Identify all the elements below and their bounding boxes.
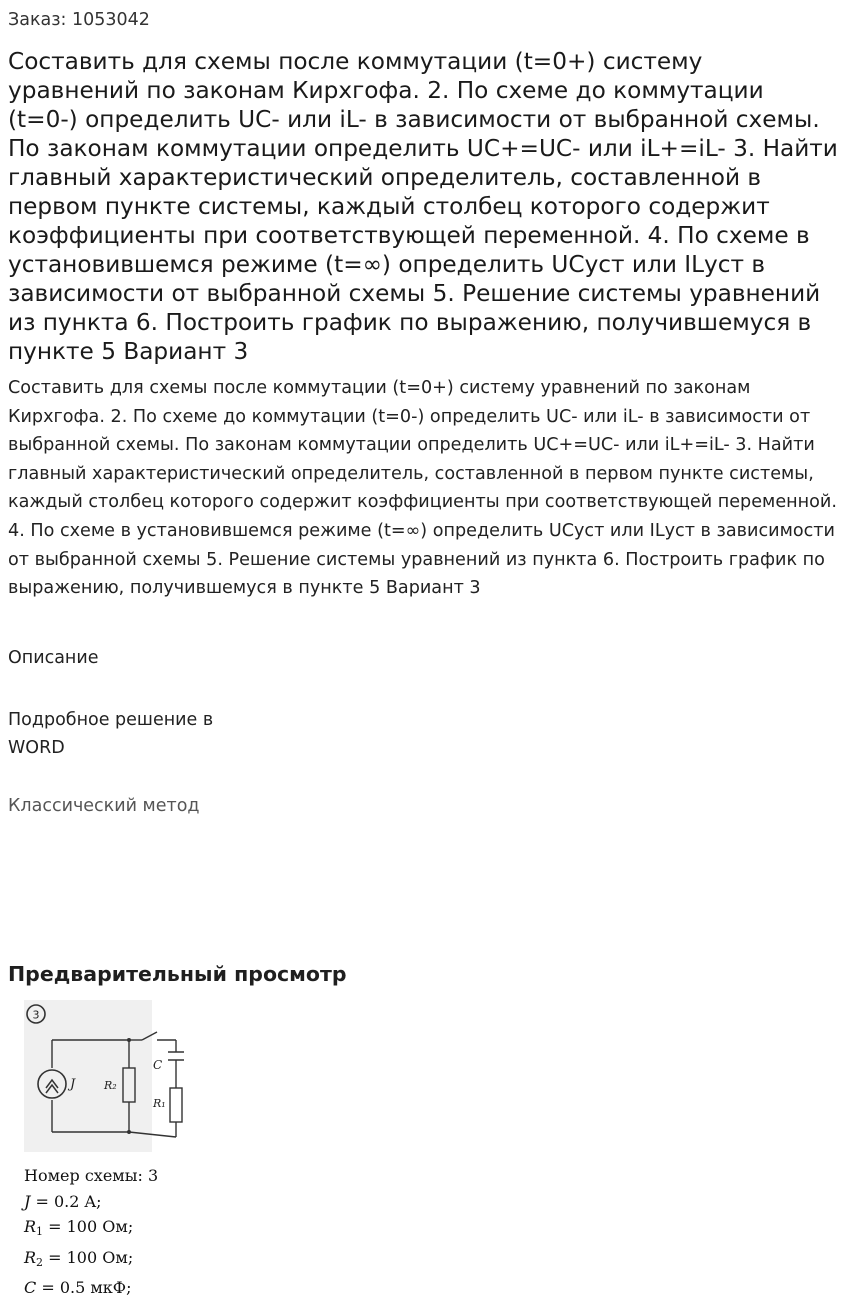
r1-label: R₁ <box>153 1097 166 1110</box>
c-label: C <box>153 1058 163 1072</box>
capacitor-c <box>168 1052 184 1060</box>
param-r1-symbol: R <box>24 1217 37 1236</box>
param-j-value: = 0.2 A; <box>30 1191 102 1211</box>
param-r1-value: = 100 Ом; <box>43 1217 134 1236</box>
param-r1 <box>24 1214 158 1245</box>
param-j-symbol: J <box>24 1191 31 1211</box>
node-top <box>127 1038 131 1042</box>
description-label: Описание <box>8 648 99 668</box>
param-r2-subscript: 2 <box>36 1255 44 1269</box>
preview-background <box>24 1000 152 1152</box>
scheme-number-line: Номер схемы: 3 <box>24 1166 159 1185</box>
param-r2-symbol: R <box>24 1247 37 1267</box>
r2-label: R₂ <box>104 1079 117 1092</box>
scheme-number-text: 3 <box>32 1008 40 1022</box>
param-r2 <box>24 1245 158 1276</box>
method-label: Классический метод <box>8 796 200 816</box>
resistor-r1 <box>170 1088 182 1122</box>
param-c-value: = 0.5 мкФ; <box>36 1278 132 1297</box>
param-c-symbol: C <box>24 1278 37 1297</box>
param-j <box>24 1189 158 1215</box>
circuit-diagram <box>24 1000 184 1152</box>
task-description: Составить для схемы после коммутации (t=0+) систему уравнений по законам Кирхгофа. 2. По схеме до коммутации (t=0-) определить UC- или iL- в зависимости от выбранной схемы. По законам коммутации определить UC+=UC- или iL+=iL- 3. Найти главный характеристический определитель, составленной в первом пункте системы, каждый столбец которого содержит коэффициенты при соответствующей переменной. 4. По схеме в установившемся режиме (t=∞) определить UCуст или ILуст в зависимости от выбранной схемы 5. Решение системы уравнений из пункта 6. Построить график по выражению, получившемуся в пункте 5 Вариант 3 <box>8 378 837 599</box>
circuit-parameters <box>24 1163 158 1301</box>
preview-heading: Предварительный просмотр <box>8 962 347 986</box>
source-label: J <box>70 1077 76 1092</box>
param-r2-value: = 100 Ом; <box>43 1247 134 1267</box>
param-c <box>24 1275 158 1301</box>
node-bottom <box>127 1130 131 1134</box>
circuit-preview-image[interactable] <box>24 1000 184 1152</box>
order-number: Заказ: 1053042 <box>8 10 150 30</box>
param-r1-subscript: 1 <box>36 1225 44 1238</box>
solution-format-note: Подробное решение в WORD <box>8 710 214 758</box>
task-title: Составить для схемы после коммутации (t=0+) систему уравнений по законам Кирхгофа. 2. По схеме до коммутации (t=0-) определить UC- или iL- в зависимости от выбранной схемы. По законам коммутации определить UC+=UC- или iL+=iL- 3. Найти главный характеристический определитель, составленной в первом пункте системы, каждый столбец которого содержит коэффициенты при соответствующей переменной. 4. По схеме в установившемся режиме (t=∞) определить UCуст или ILуст в зависимости от выбранной схемы 5. Решение системы уравнений из пункта 6. Построить график по выражению, получившемуся в пункте 5 Вариант 3 <box>8 48 838 365</box>
